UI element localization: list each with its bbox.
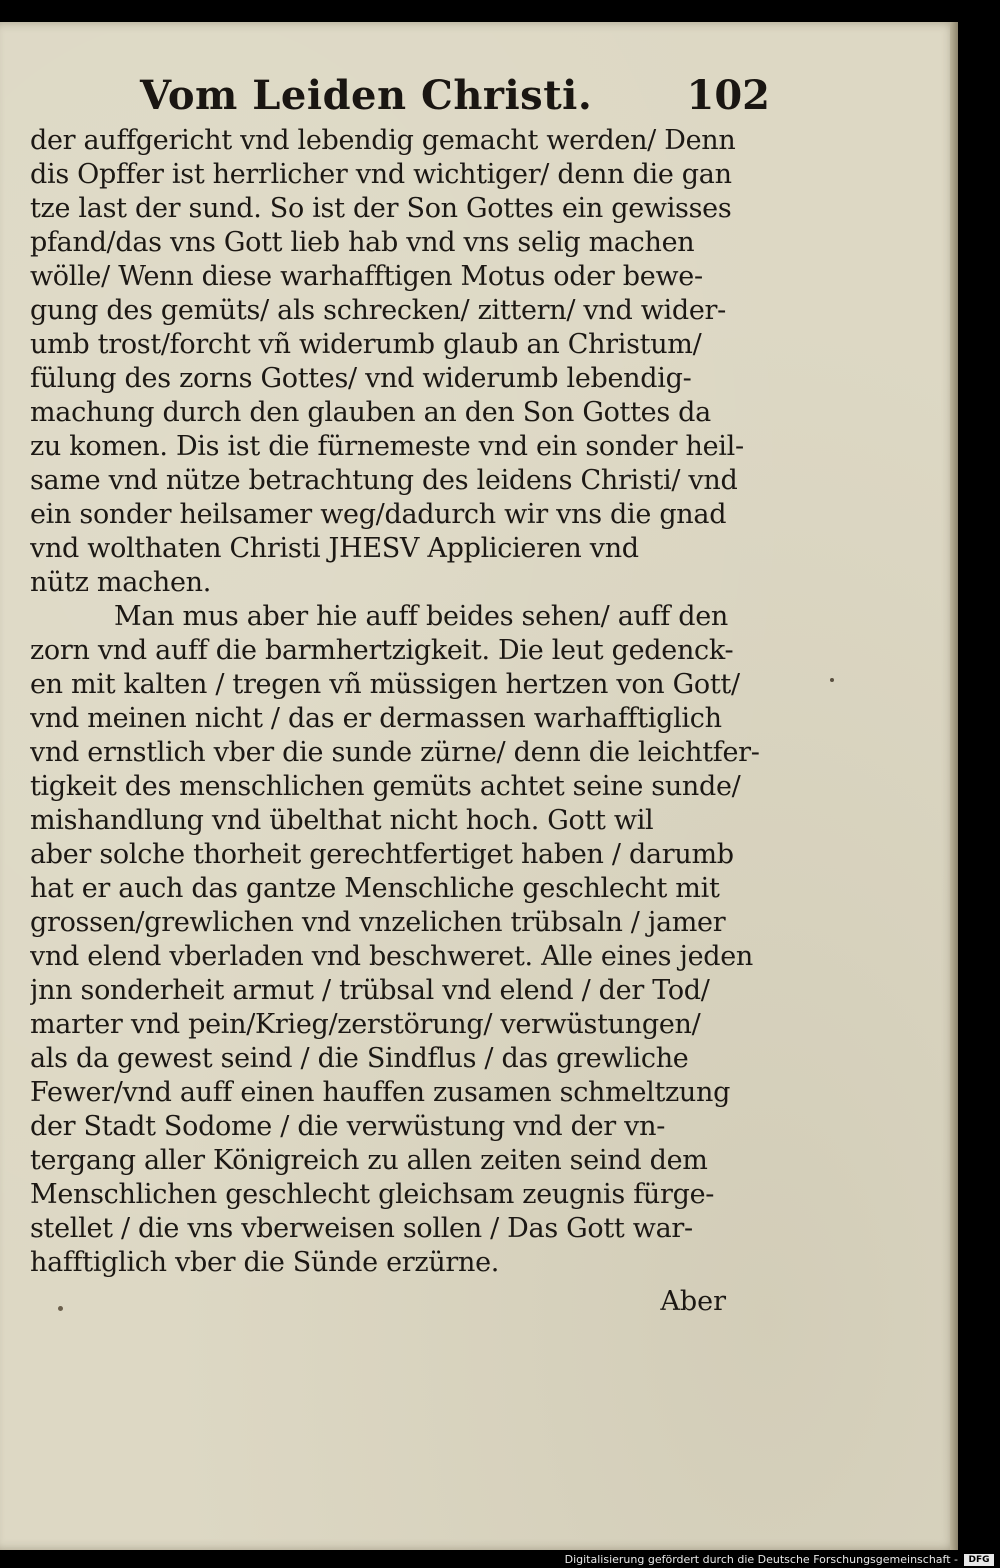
- text-line: tergang aller Königreich zu allen zeiten seind dem: [30, 1145, 708, 1176]
- text-line: tigkeit des menschlichen gemüts achtet seine sunde/: [30, 771, 741, 802]
- text-line: hat er auch das gantze Menschliche geschlecht mit: [30, 873, 720, 904]
- text-line: pfand/das vns Gott lieb hab vnd vns selig machen: [30, 227, 695, 258]
- paragraph-start-line: Man mus aber hie auff beides sehen/ auff den: [114, 601, 729, 632]
- page-number: 102: [686, 72, 770, 119]
- text-line: der Stadt Sodome / die verwüstung vnd der vn-: [30, 1111, 666, 1142]
- text-line: stellet / die vns vberweisen sollen / Das Gott war-: [30, 1213, 693, 1244]
- text-line: grossen/grewlichen vnd vnzelichen trübsaln / jamer: [30, 907, 726, 938]
- funding-credit: Digitalisierung gefördert durch die Deutsche Forschungsgemeinschaft -: [564, 1553, 958, 1566]
- page-edge: [950, 22, 958, 1550]
- text-line: jnn sonderheit armut / trübsal vnd elend / der Tod/: [30, 975, 710, 1006]
- ink-spot: [58, 1306, 63, 1311]
- text-line: aber solche thorheit gerechtfertiget haben / darumb: [30, 839, 734, 870]
- text-line: vnd elend vberladen vnd beschweret. Alle eines jeden: [30, 941, 754, 972]
- scanned-page: [0, 22, 958, 1550]
- text-line: wölle/ Wenn diese warhafftigen Motus oder bewe-: [30, 261, 703, 292]
- text-line: hafftiglich vber die Sünde erzürne.: [30, 1247, 500, 1278]
- dfg-logo-icon: DFG: [964, 1554, 994, 1566]
- text-line: tze last der sund. So ist der Son Gottes ein gewisses: [30, 193, 732, 224]
- text-line: zu komen. Dis ist die fürnemeste vnd ein sonder heil-: [30, 431, 744, 462]
- text-line: same vnd nütze betrachtung des leidens Christi/ vnd: [30, 465, 738, 496]
- text-line: mishandlung vnd übelthat nicht hoch. Gott wil: [30, 805, 654, 836]
- text-line: dis Opffer ist herrlicher vnd wichtiger/ denn die gan: [30, 159, 732, 190]
- text-line: vnd meinen nicht / das er dermassen warhafftiglich: [30, 703, 722, 734]
- text-line: Fewer/vnd auff einen hauffen zusamen schmeltzung: [30, 1077, 731, 1108]
- text-line: ein sonder heilsamer weg/dadurch wir vns die gnad: [30, 499, 727, 530]
- text-line: gung des gemüts/ als schrecken/ zittern/ vnd wider-: [30, 295, 726, 326]
- text-line: machung durch den glauben an den Son Gottes da: [30, 397, 711, 428]
- running-title: Vom Leiden Christi.: [140, 72, 593, 119]
- catchword: Aber: [660, 1286, 726, 1317]
- text-line: marter vnd pein/Krieg/zerstörung/ verwüstungen/: [30, 1009, 701, 1040]
- body-text: [30, 124, 770, 1280]
- text-line: als da gewest seind / die Sindflus / das grewliche: [30, 1043, 689, 1074]
- text-line: der auffgericht vnd lebendig gemacht werden/ Denn: [30, 125, 736, 156]
- text-line: umb trost/forcht vñ widerumb glaub an Christum/: [30, 329, 702, 360]
- page-header: [140, 72, 770, 124]
- text-line: vnd ernstlich vber die sunde zürne/ denn die leichtfer-: [30, 737, 760, 768]
- text-line: vnd wolthaten Christi JHESV Applicieren vnd: [30, 533, 639, 564]
- paper-speck: [830, 678, 834, 682]
- text-line: fülung des zorns Gottes/ vnd widerumb lebendig-: [30, 363, 692, 394]
- footer-bar: [0, 1552, 1000, 1568]
- text-line: zorn vnd auff die barmhertzigkeit. Die leut gedenck-: [30, 635, 734, 666]
- text-line: nütz machen.: [30, 567, 211, 598]
- text-line: en mit kalten / tregen vñ müssigen hertzen von Gott/: [30, 669, 740, 700]
- text-line: Menschlichen geschlecht gleichsam zeugnis fürge-: [30, 1179, 715, 1210]
